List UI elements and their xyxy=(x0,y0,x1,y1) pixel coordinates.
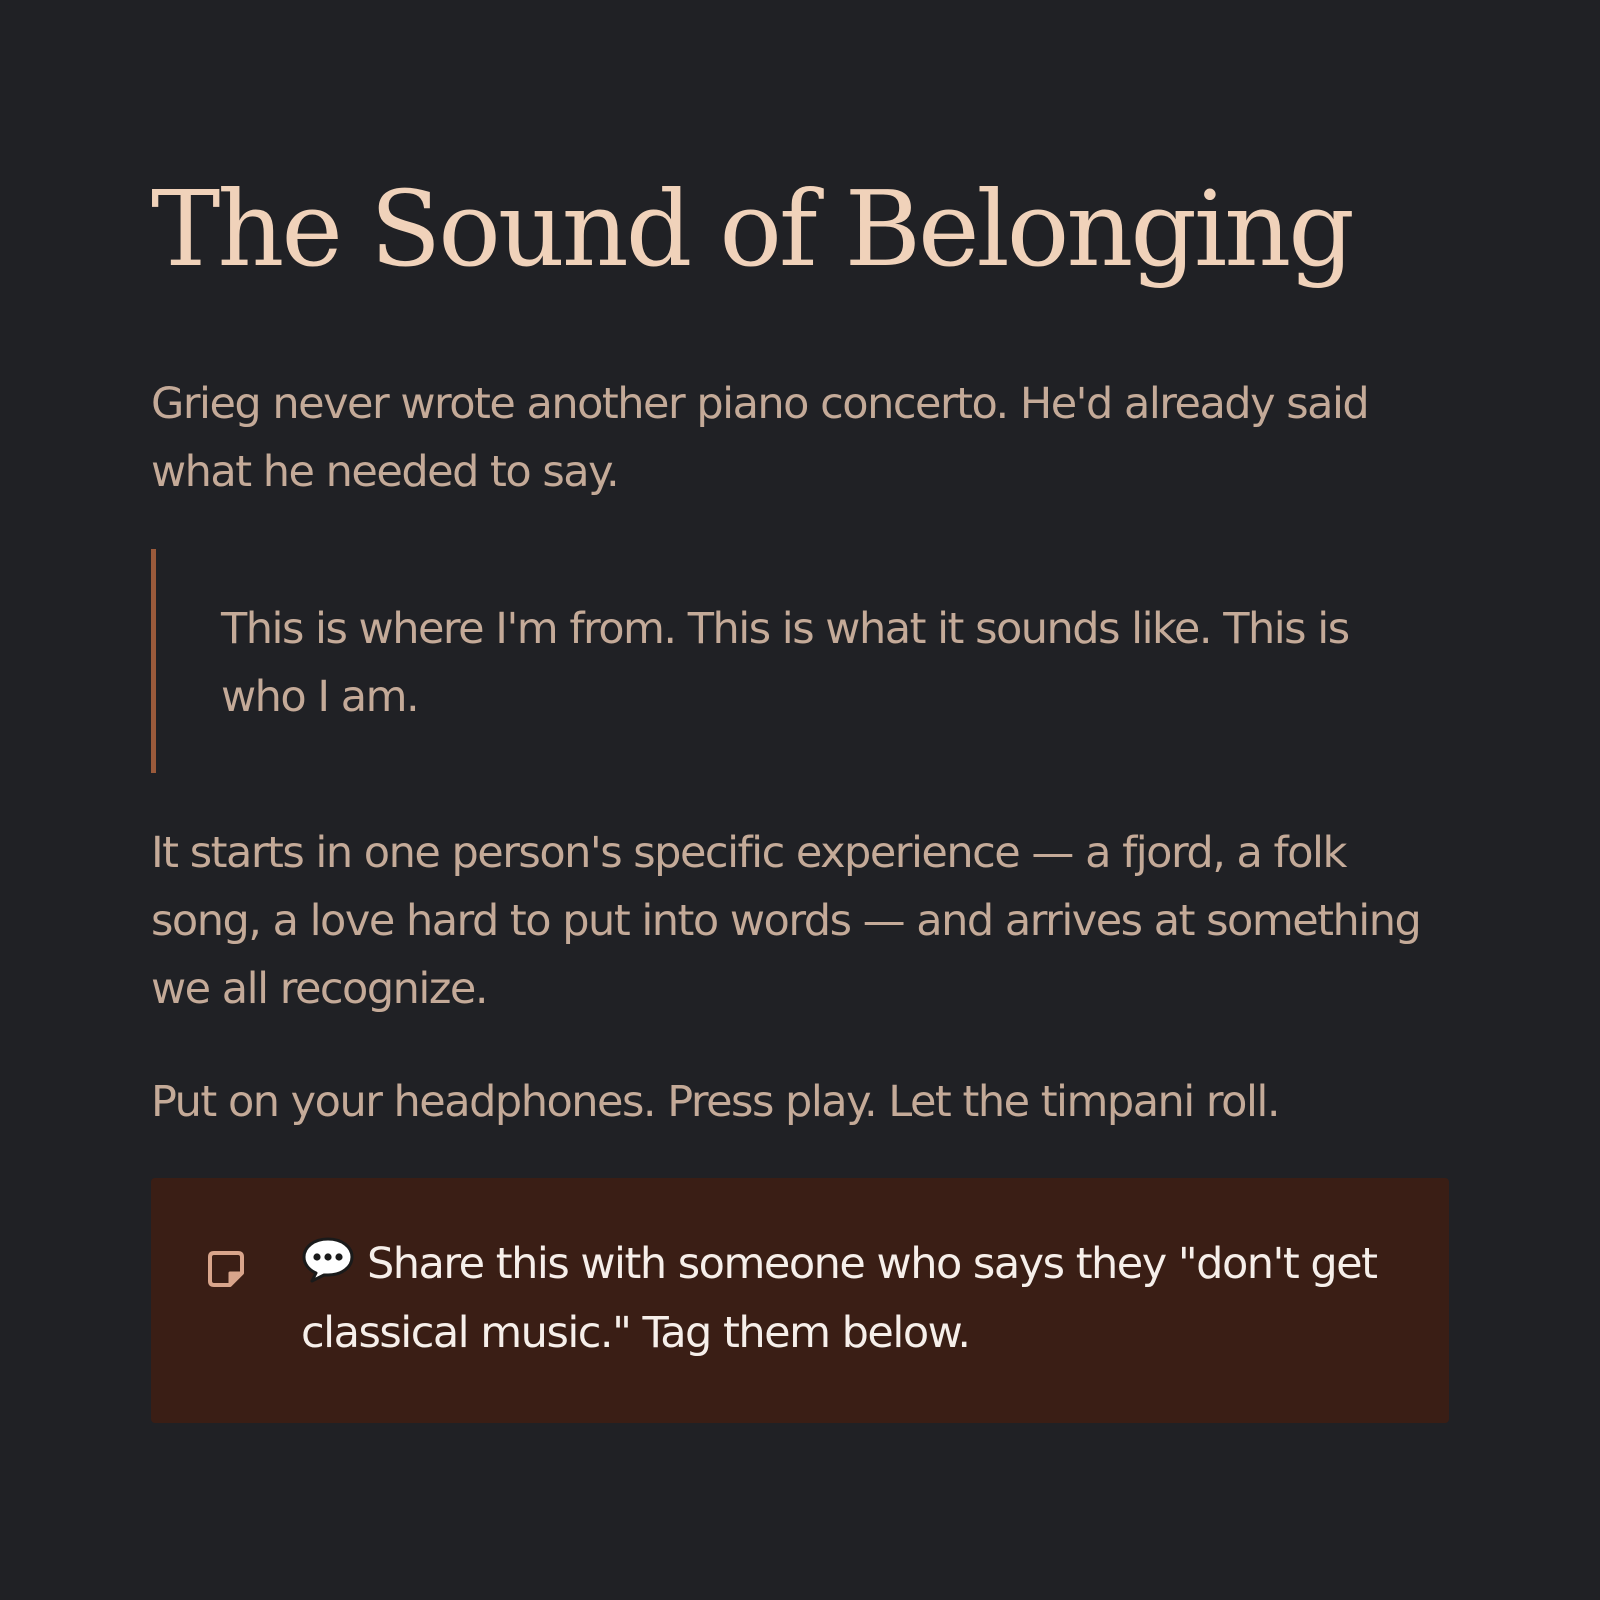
body-paragraph: It starts in one person's specific experience — a fjord, a folk song, a love hard to put into words — and arrives at something we all recognize. xyxy=(151,828,1421,1014)
share-callout xyxy=(151,1178,1449,1423)
intro-paragraph: Grieg never wrote another piano concerto. He'd already said what he needed to say. xyxy=(151,379,1369,497)
closing-paragraph: Put on your headphones. Press play. Let the timpani roll. xyxy=(151,1077,1280,1127)
blockquote xyxy=(151,549,1449,773)
callout-text: Share this with someone who says they "don't get classical music." Tag them below. xyxy=(301,1239,1377,1358)
note-icon xyxy=(205,1248,247,1290)
quote-text: This is where I'm from. This is what it sounds like. This is who I am. xyxy=(221,604,1349,722)
page-title: The Sound of Belonging xyxy=(151,168,1352,290)
speech-bubble-icon xyxy=(301,1236,355,1284)
callout-message xyxy=(301,1230,1401,1368)
